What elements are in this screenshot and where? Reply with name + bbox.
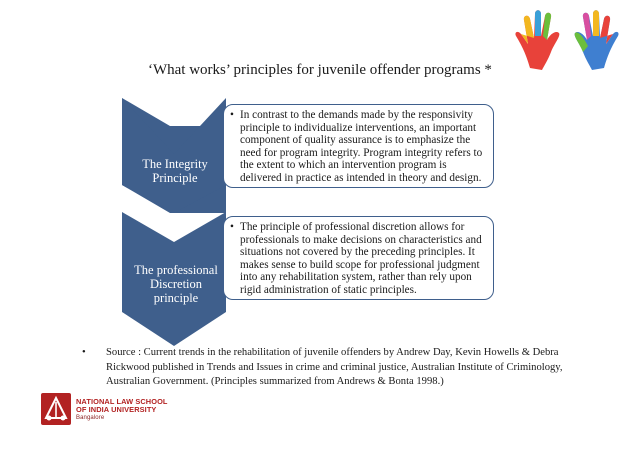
discretion-card: • The principle of professional discretion allows for professionals to make decisions on characteristics and situations not covered by the preceding principles. It makes sense to build scope for professional judgment into any rehabilitation system, rather than rely upon rigid administration of static principles. — [223, 216, 494, 300]
bullet-icon: • — [230, 221, 234, 233]
painted-hands-image — [508, 6, 626, 70]
discretion-label: The professional Discretion principle — [134, 263, 218, 305]
left-hand-icon — [515, 10, 559, 70]
integrity-label: The Integrity Principle — [142, 157, 208, 185]
nls-logo-icon — [40, 392, 72, 426]
slide-title: ‘What works’ principles for juvenile offender programs * — [148, 62, 492, 78]
integrity-card: • In contrast to the demands made by the responsivity principle to individualize interventions, an important component of quality assurance is to emphasize the need for program integrity. Program integrity refers to the extent to which an intervention program is delivered in practice as intended in theory and design. — [223, 104, 494, 188]
nls-logo-text: NATIONAL LAW SCHOOL OF INDIA UNIVERSITY Bangalore — [76, 397, 168, 421]
bullet-icon: • — [82, 347, 86, 358]
bullet-icon: • — [230, 109, 234, 121]
right-hand-icon — [575, 10, 619, 70]
